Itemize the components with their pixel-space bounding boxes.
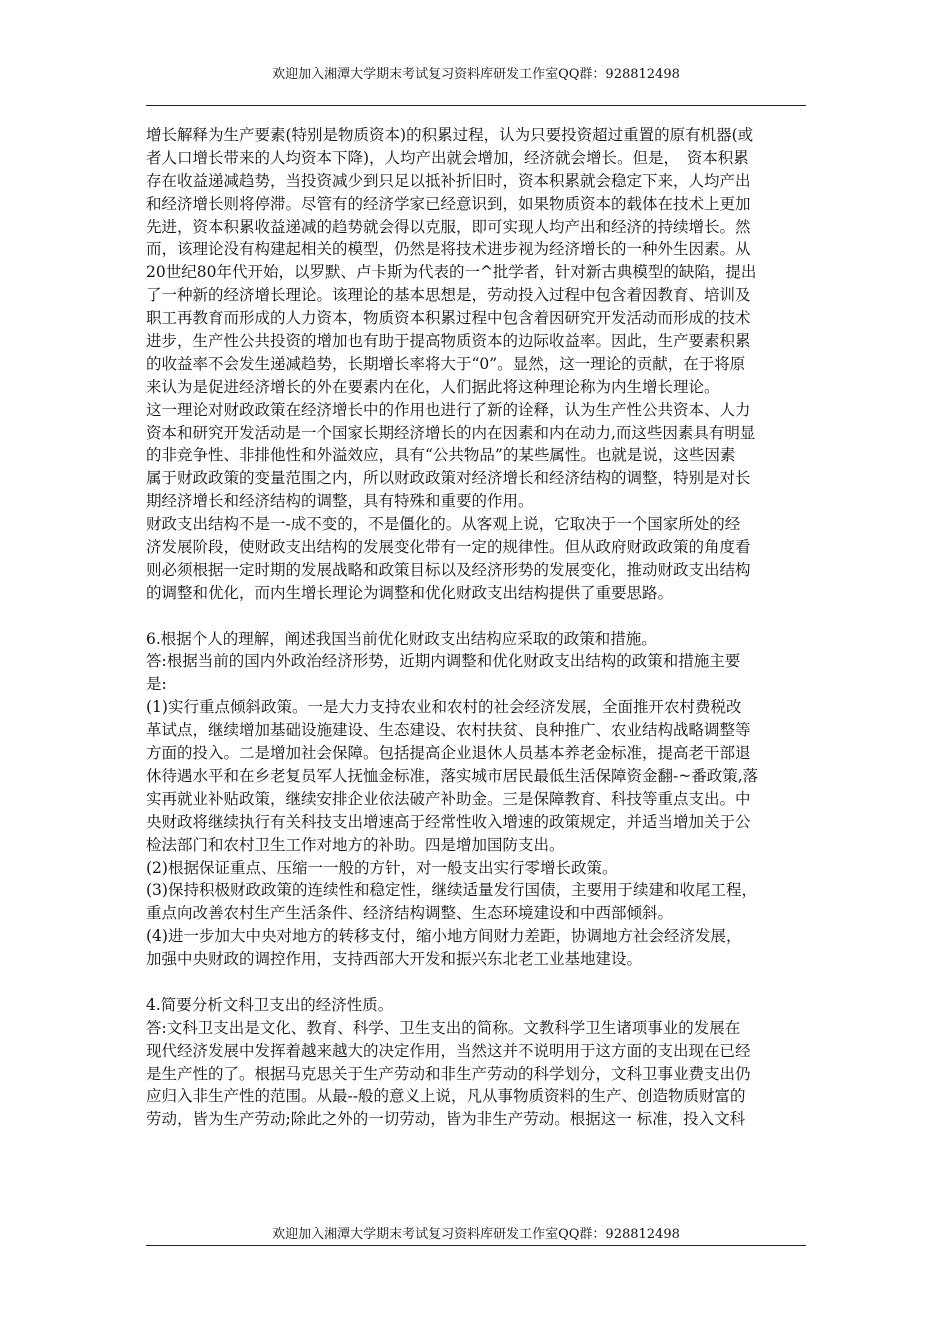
text-line: 休待遇水平和在乡老复员军人抚恤金标准，落实城市居民最低生活保障资金翻-~番政策,落 bbox=[146, 766, 759, 785]
paragraph-expenditure-structure bbox=[146, 513, 810, 605]
text-line: 了一种新的经济增长理论。该理论的基本思想是，劳动投入过程中包含着因教育、培训及 bbox=[146, 286, 751, 305]
text-line: 答:根据当前的国内外政治经济形势，近期内调整和优化财政支出结构的政策和措施主要 bbox=[146, 652, 741, 671]
answer-6 bbox=[146, 650, 810, 970]
section-gap bbox=[146, 605, 810, 628]
text-line: (1)实行重点倾斜政策。一是大力支持农业和农村的社会经济发展，全面推开农村费税改 bbox=[146, 698, 742, 717]
text-line: 检法部门和农村卫生工作对地方的补助。四是增加国防支出。 bbox=[146, 835, 565, 854]
text-line: 应归入非生产性的范围。从最--般的意义上说，凡从事物质资料的生产、创造物质财富的 bbox=[146, 1087, 746, 1106]
text-line: 增长解释为生产要素(特别是物质资本)的积累过程，认为只要投资超过重置的原有机器(或 bbox=[146, 126, 754, 144]
question-6: 6.根据个人的理解，阐述我国当前优化财政支出结构应采取的政策和措施。 bbox=[146, 629, 657, 648]
text-line: 这一理论对财政政策在经济增长中的作用也进行了新的诠释，认为生产性公共资本、人力 bbox=[146, 400, 751, 419]
text-line: 属于财政政策的变量范围之内，所以财政政策对经济增长和经济结构的调整，特别是对长 bbox=[146, 469, 751, 488]
text-line: 加强中央财政的调控作用，支持西部大开发和振兴东北老工业基地建设。 bbox=[146, 950, 643, 969]
text-line: 济发展阶段，使财政支出结构的发展变化带有一定的规律性。但从政府财政政策的角度看 bbox=[146, 538, 751, 557]
paragraph-growth-theory bbox=[146, 124, 810, 399]
question-4: 4.简要分析文科卫支出的经济性质。 bbox=[146, 995, 394, 1014]
text-line: 方面的投入。二是增加社会保障。包括提高企业退休人员基本养老金标准，提高老干部退 bbox=[146, 744, 751, 763]
answer-4 bbox=[146, 1017, 810, 1131]
document-body bbox=[146, 124, 810, 1131]
text-line: (3)保持积极财政政策的连续性和稳定性，继续适量发行国债，主要用于续建和收尾工程， bbox=[146, 881, 757, 900]
text-line: 先进，资本积累收益递减的趋势就会得以克服，即可实现人均产出和经济的持续增长。然 bbox=[146, 217, 751, 236]
paragraph-fiscal-policy-role bbox=[146, 399, 810, 513]
page-header: 欢迎加入湘潭大学期末考试复习资料库研发工作室QQ群：928812498 bbox=[272, 67, 680, 82]
header-rule bbox=[146, 105, 806, 106]
text-line: 而，该理论没有构建起相关的模型，仍然是将技术进步视为经济增长的一种外生因素。从 bbox=[146, 240, 751, 259]
text-line: 进步，生产性公共投资的增加也有助于提高物质资本的边际收益率。因此，生产要素积累 bbox=[146, 332, 751, 351]
text-line: 现代经济发展中发挥着越来越大的决定作用，当然这并不说明用于这方面的支出现在已经 bbox=[146, 1041, 751, 1060]
text-line: 的调整和优化，而内生增长理论为调整和优化财政支出结构提供了重要思路。 bbox=[146, 583, 674, 602]
text-line: 来认为是促进经济增长的外在要素内在化，人们据此将这种理论称为内生增长理论。 bbox=[146, 377, 720, 396]
text-line: 资本和研究开发活动是一个国家长期经济增长的内在因素和内在动力,而这些因素具有明显 bbox=[146, 423, 756, 442]
text-line: 则必须根据一定时期的发展战略和政策目标以及经济形势的发展变化，推动财政支出结构 bbox=[146, 560, 751, 579]
text-line: 是: bbox=[146, 675, 167, 694]
text-line: 答:文科卫支出是文化、教育、科学、卫生支出的简称。文教科学卫生诸项事业的发展在 bbox=[146, 1018, 741, 1037]
text-line: 职工再教育而形成的人力资本，物质资本积累过程中包含着因研究开发活动而形成的技术 bbox=[146, 309, 751, 328]
text-line: 实再就业补贴政策，继续安排企业依法破产补助金。三是保障教育、科技等重点支出。中 bbox=[146, 789, 751, 808]
text-line: 和经济增长则将停滞。尽管有的经济学家已经意识到，如果物质资本的载体在技术上更加 bbox=[146, 194, 751, 213]
text-line: (4)进一步加大中央对地方的转移支付，缩小地方间财力差距，协调地方社会经济发展， bbox=[146, 927, 742, 946]
text-line: 革试点，继续增加基础设施建设、生态建设、农村扶贫、良种推广、农业结构战略调整等 bbox=[146, 721, 751, 740]
text-line: 央财政将继续执行有关科技支出增速高于经常性收入增速的政策规定，并适当增加关于公 bbox=[146, 812, 751, 831]
footer-rule bbox=[146, 1245, 806, 1246]
text-line: (2)根据保证重点、压缩一一般的方针，对一般支出实行零增长政策。 bbox=[146, 858, 618, 877]
text-line: 财政支出结构不是一-成不变的，不是僵化的。从客观上说，它取决于一个国家所处的经 bbox=[146, 515, 741, 534]
text-line: 的非竞争性、非排他性和外溢效应，具有“公共物品”的某些属性。也就是说，这些因素 bbox=[146, 446, 736, 465]
text-line: 者人口增长带来的人均资本下降)，人均产出就会增加，经济就会增长。但是， 资本积累 bbox=[146, 148, 749, 167]
text-line: 存在收益递减趋势，当投资减少到只足以抵补折旧时，资本积累就会稳定下来，人均产出 bbox=[146, 171, 751, 190]
text-line: 是生产性的了。根据马克思关于生产劳动和非生产劳动的科学划分，文科卫事业费支出仍 bbox=[146, 1064, 751, 1083]
text-line: 的收益率不会发生递减趋势，长期增长率将大于“0”。显然，这一理论的贡献，在于将原 bbox=[146, 354, 746, 373]
page-footer: 欢迎加入湘潭大学期末考试复习资料库研发工作室QQ群：928812498 bbox=[272, 1227, 680, 1242]
text-line: 劳动，皆为生产劳动;除此之外的一切劳动，皆为非生产劳动。根据这一 标准，投入文科 bbox=[146, 1110, 746, 1129]
text-line: 重点向改善农村生产生活条件、经济结构调整、生态环境建设和中西部倾斜。 bbox=[146, 904, 674, 923]
text-line: 20世纪80年代开始，以罗默、卢卡斯为代表的一^批学者，针对新古典模型的缺陷，提出 bbox=[146, 263, 757, 282]
text-line: 期经济增长和经济结构的调整，具有特殊和重要的作用。 bbox=[146, 492, 534, 511]
section-gap bbox=[146, 971, 810, 994]
